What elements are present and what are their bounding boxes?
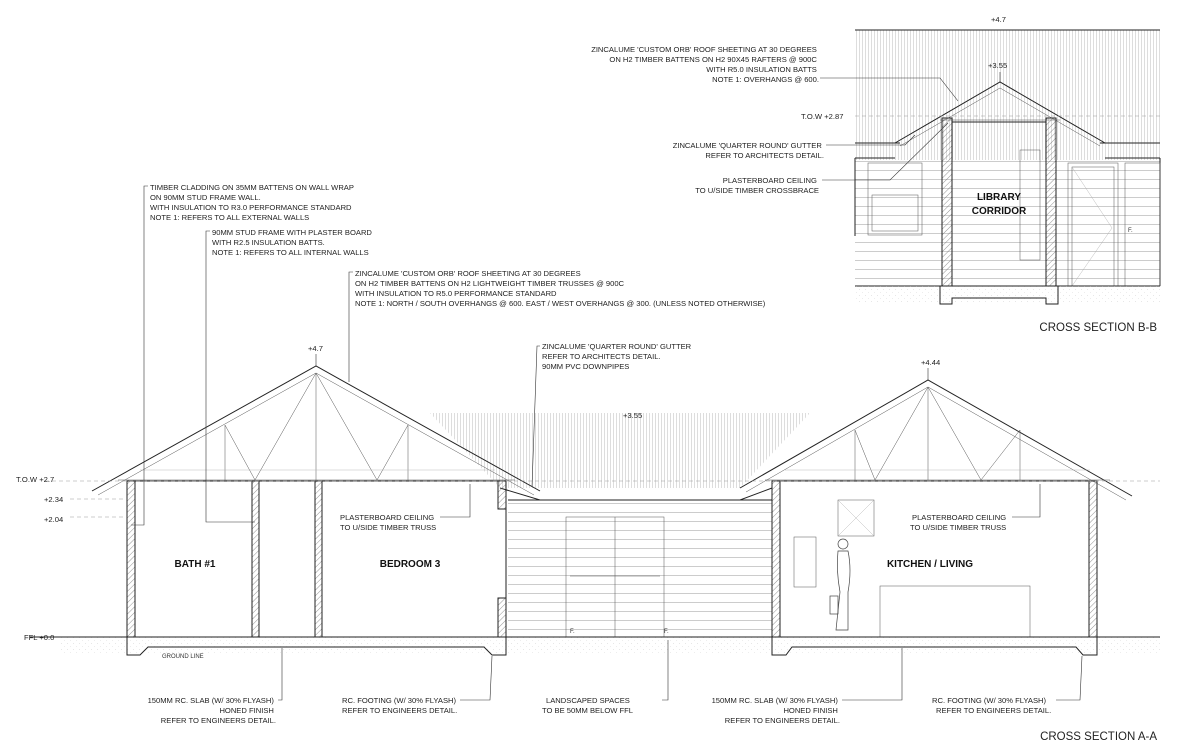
level-204: +2.04 bbox=[44, 515, 64, 524]
level-ridge-right: +4.44 bbox=[921, 358, 941, 367]
note-slab-left: 150MM RC. SLAB (W/ 30% FLYASH) HONED FINISH REFER TO ENGINEERS DETAIL. bbox=[147, 696, 276, 725]
note-roof-bb: ZINCALUME 'CUSTOM ORB' ROOF SHEETING AT 30 DEGREES ON H2 TIMBER BATTENS ON H2 90X45 RAFTERS @ 900C WITH R5.0 INSULATION BATTS NOTE 1: OVERHANGS @ 600. bbox=[591, 45, 819, 84]
bb-roof-background bbox=[855, 30, 1160, 160]
note-roof-aa: ZINCALUME 'CUSTOM ORB' ROOF SHEETING AT 30 DEGREES ON H2 TIMBER BATTENS ON H2 LIGHTWEIGHT TIMBER TRUSSES @ 900C WITH INSULATION TO R5.0 PERFORMANCE STANDARD NOTE 1: NORTH / SOUTH OVERHANGS @ 600. EAST / WEST OVERHANGS @ 300. (UNLESS NOTED OTHERWISE) bbox=[355, 269, 766, 308]
bb-left-wall bbox=[942, 118, 952, 286]
room-label-library: LIBRARY bbox=[976, 192, 1022, 203]
fixture-mark: F. bbox=[1128, 228, 1133, 234]
internal-wall bbox=[252, 481, 259, 637]
level-bb-ridge: +4.7 bbox=[991, 15, 1006, 24]
fixture-mark: F. bbox=[664, 629, 669, 635]
ground-line-label: GROUND LINE bbox=[162, 654, 204, 660]
level-ridge-left: +4.7 bbox=[308, 344, 323, 353]
note-landscape: LANDSCAPED SPACES TO BE 50MM BELOW FFL bbox=[542, 696, 634, 715]
internal-wall bbox=[315, 481, 322, 637]
fixture-mark: F. bbox=[570, 629, 575, 635]
note-cladding: TIMBER CLADDING ON 35MM BATTENS ON WALL WRAP ON 90MM STUD FRAME WALL. WITH INSULATION TO R3.0 PERFORMANCE STANDARD NOTE 1: REFERS TO ALL EXTERNAL WALLS bbox=[150, 183, 354, 222]
level-tow: T.O.W +2.7 bbox=[16, 475, 55, 484]
link-roof-sheeting bbox=[430, 413, 810, 488]
kitchen-right-wall bbox=[1089, 481, 1097, 637]
note-gutter-aa: ZINCALUME 'QUARTER ROUND' GUTTER REFER TO ARCHITECTS DETAIL. 90MM PVC DOWNPIPES bbox=[542, 342, 692, 371]
right-external-wall-lower bbox=[498, 598, 506, 637]
bb-right-wall bbox=[1046, 118, 1056, 286]
level-bb-355: +3.55 bbox=[988, 61, 1008, 70]
kitchen-cabinet bbox=[794, 537, 816, 587]
room-label-corridor: CORRIDOR bbox=[971, 206, 1027, 217]
kitchen-left-wall bbox=[772, 481, 780, 637]
left-external-wall bbox=[127, 481, 135, 637]
level-234: +2.34 bbox=[44, 495, 64, 504]
kitchen-bench bbox=[880, 586, 1030, 637]
room-label-bath: BATH #1 bbox=[174, 559, 216, 570]
section-bb-title: CROSS SECTION B-B bbox=[1039, 322, 1157, 334]
room-label-kitchen: KITCHEN / LIVING bbox=[886, 559, 974, 570]
level-ffl: FFL +0.0 bbox=[24, 633, 55, 642]
note-slab-right: 150MM RC. SLAB (W/ 30% FLYASH) HONED FINISH REFER TO ENGINEERS DETAIL. bbox=[711, 696, 840, 725]
section-bb bbox=[591, 15, 1160, 334]
note-ceiling-bb: PLASTERBOARD CEILING TO U/SIDE TIMBER CROSSBRACE bbox=[695, 176, 819, 195]
room-label-bedroom: BEDROOM 3 bbox=[379, 559, 441, 570]
link-cladding bbox=[508, 500, 772, 637]
right-external-wall-upper bbox=[498, 481, 506, 509]
level-link-roof: +3.55 bbox=[623, 411, 643, 420]
person-figure bbox=[830, 539, 850, 630]
level-bb-tow: T.O.W +2.87 bbox=[801, 112, 844, 121]
right-gable-roof bbox=[740, 380, 1132, 496]
note-ceiling-left: PLASTERBOARD CEILING TO U/SIDE TIMBER TRUSS bbox=[340, 513, 437, 532]
note-gutter-bb: ZINCALUME 'QUARTER ROUND' GUTTER REFER TO ARCHITECTS DETAIL. bbox=[672, 141, 824, 160]
note-ceiling-right: PLASTERBOARD CEILING TO U/SIDE TIMBER TRUSS bbox=[910, 513, 1007, 532]
note-stud-frame: 90MM STUD FRAME WITH PLASTER BOARD WITH R2.5 INSULATION BATTS. NOTE 1: REFERS TO ALL INTERNAL WALLS bbox=[212, 228, 372, 257]
note-footing-right: RC. FOOTING (W/ 30% FLYASH) REFER TO ENGINEERS DETAIL. bbox=[932, 696, 1052, 715]
note-footing-left: RC. FOOTING (W/ 30% FLYASH) REFER TO ENGINEERS DETAIL. bbox=[342, 696, 458, 715]
section-aa-title: CROSS SECTION A-A bbox=[1040, 731, 1157, 743]
